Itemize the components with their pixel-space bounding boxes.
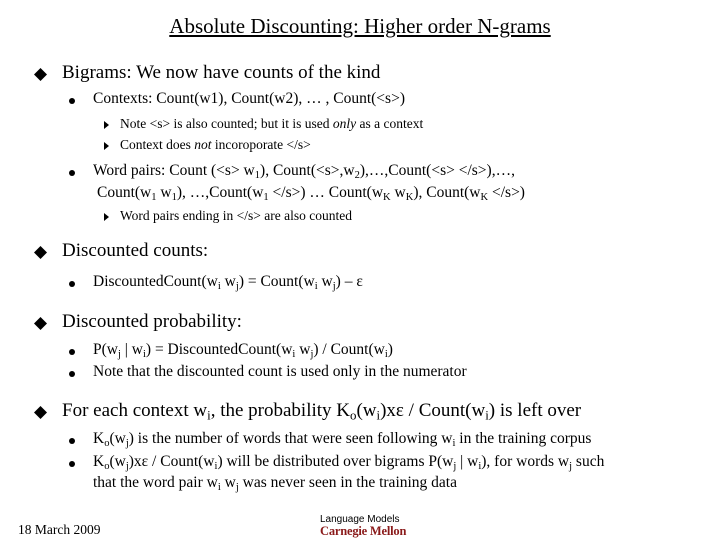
triangle-bullet-icon (104, 213, 109, 221)
word-pairs-ending-note: Word pairs ending in </s> are also counted (120, 208, 352, 223)
distribution-line: $K_o(w_j)x\varepsilon$ / $Count(w_i)$ will be distributed over bigrams $P(w_j$ | $w_i$), for words $w_j$ such (93, 453, 605, 472)
dot-bullet-icon (69, 349, 75, 355)
dot-bullet-icon (69, 461, 75, 467)
numerator-note: Note that the discounted count is used only in the numerator (93, 363, 467, 380)
distribution-line-2: that the word pair $w_i$ $w_j$ was never seen in the training data (93, 474, 457, 493)
triangle-bullet-icon (104, 142, 109, 150)
dot-bullet-icon (69, 170, 75, 176)
carnegie-mellon-logo: Carnegie Mellon (320, 524, 407, 538)
slide-title: Absolute Discounting: Higher order N-grams (169, 14, 551, 38)
diamond-bullet-icon (34, 246, 47, 259)
discounted-count-formula: $DiscountedCount(w_i$ $w_j$) = $Count(w_i$ $w_j$) – ε (93, 273, 363, 292)
left-over-heading: For each context $w_i$, the probability $K_o(w_i)x\varepsilon$ / $Count(w_i)$ is left over (62, 400, 582, 423)
note-start-counted: Note <s> is also counted; but it is used only as a context (120, 116, 424, 131)
contexts-line: Contexts: Count(w1), Count(w2), … , Count(<s>) (93, 90, 405, 107)
word-pairs-line-2: $Count(w_1$ $w_1$), $\dots,Count(w_1 </s>)$ … $Count(w_K$ $w_K$), $Count(w_K </s>)$ (97, 184, 525, 203)
dot-bullet-icon (69, 98, 75, 104)
dot-bullet-icon (69, 281, 75, 287)
dot-bullet-icon (69, 438, 75, 444)
dot-bullet-icon (69, 371, 75, 377)
diamond-bullet-icon (34, 317, 47, 330)
footer-date: 18 March 2009 (18, 522, 101, 537)
diamond-bullet-icon (34, 68, 47, 81)
word-pairs-line: Word pairs: Count $(<s> w_1)$, $Count(<s>,w_2),\dots,Count(<s>$ </s>),…, (93, 162, 515, 181)
ko-definition-line: $K_o(w_j)$ is the number of words that were seen following $w_i$ in the training corpus (93, 430, 592, 449)
note-context-end: Context does not incoroporate </s> (120, 137, 311, 152)
triangle-bullet-icon (104, 121, 109, 129)
bigrams-heading: Bigrams: We now have counts of the kind (62, 62, 381, 83)
discounted-counts-heading: Discounted counts: (62, 240, 209, 261)
diamond-bullet-icon (34, 406, 47, 419)
discounted-probability-formula: $P(w_j$ | $w_i$) = $DiscountedCount(w_i$ $w_j$) / $Count(w_i)$ (93, 341, 393, 360)
footer-course-title: Language Models (320, 514, 400, 525)
discounted-probability-heading: Discounted probability: (62, 311, 242, 332)
